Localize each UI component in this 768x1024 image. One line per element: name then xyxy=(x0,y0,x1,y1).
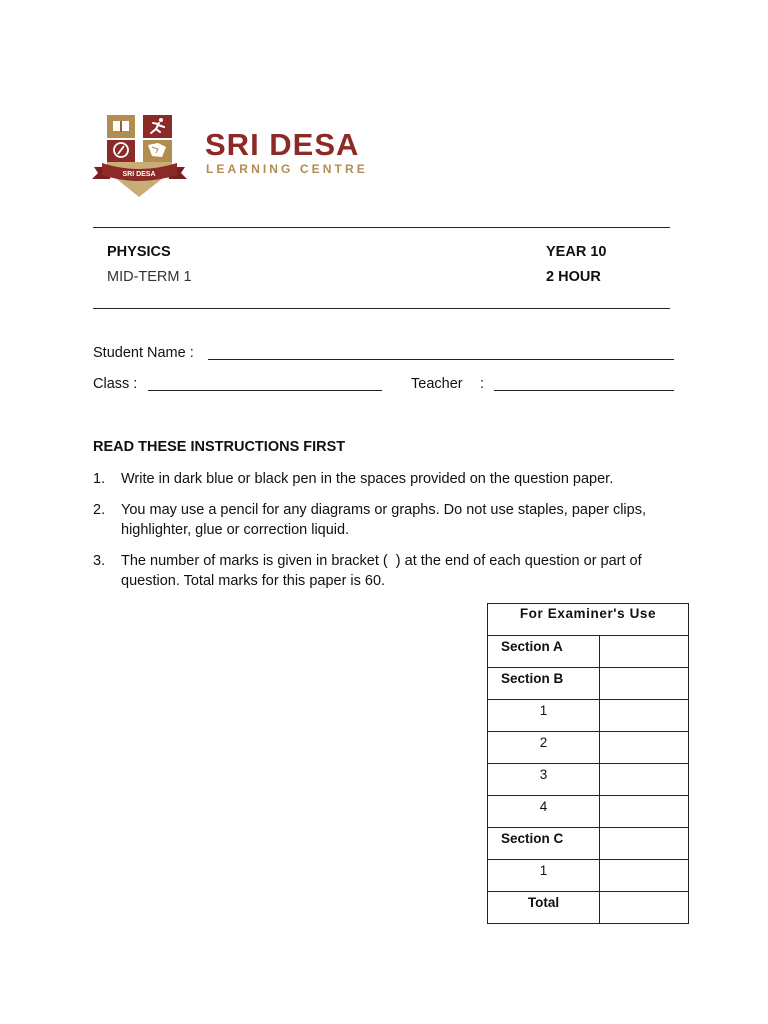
score-cell[interactable] xyxy=(600,732,689,764)
score-cell[interactable] xyxy=(600,828,689,860)
row-label: Section B xyxy=(488,668,600,700)
score-cell[interactable] xyxy=(600,892,689,924)
table-row xyxy=(488,892,689,924)
row-label: Section C xyxy=(488,828,600,860)
score-cell[interactable] xyxy=(600,764,689,796)
row-label: 1 xyxy=(488,860,600,892)
header-rule-bottom xyxy=(93,308,670,309)
brand-name: SRI DESA xyxy=(205,127,360,162)
brand-subtitle: LEARNING CENTRE xyxy=(206,162,368,176)
examiner-table-title: For Examiner's Use xyxy=(488,604,689,636)
crest-ribbon-text: SRI DESA xyxy=(122,171,156,178)
table-row xyxy=(488,700,689,732)
row-label: 3 xyxy=(488,764,600,796)
table-row xyxy=(488,764,689,796)
instruction-text: The number of marks is given in bracket ( ) at the end of each question or part of question. Total marks for this paper is 60. xyxy=(121,553,642,589)
instruction-text: Write in dark blue or black pen in the spaces provided on the question paper. xyxy=(121,471,614,487)
instruction-number: 3. xyxy=(93,553,106,569)
student-name-label: Student Name : xyxy=(93,345,194,361)
table-row xyxy=(488,828,689,860)
teacher-colon: : xyxy=(480,376,485,392)
row-label: 2 xyxy=(488,732,600,764)
student-name-line[interactable] xyxy=(208,359,674,360)
teacher-line[interactable] xyxy=(494,390,674,391)
table-row xyxy=(488,668,689,700)
subject-title: PHYSICS xyxy=(107,244,171,260)
instruction-text: You may use a pencil for any diagrams or graphs. Do not use staples, paper clips, highlighter, glue or correction liquid. xyxy=(121,502,646,538)
instruction-number: 2. xyxy=(93,502,106,518)
row-label: 1 xyxy=(488,700,600,732)
instruction-item xyxy=(93,551,693,591)
class-line[interactable] xyxy=(148,390,382,391)
score-cell[interactable] xyxy=(600,860,689,892)
row-label: Section A xyxy=(488,636,600,668)
instructions-title: READ THESE INSTRUCTIONS FIRST xyxy=(93,439,346,455)
table-row xyxy=(488,796,689,828)
score-cell[interactable] xyxy=(600,668,689,700)
instruction-number: 1. xyxy=(93,471,106,487)
score-cell[interactable] xyxy=(600,796,689,828)
score-cell[interactable] xyxy=(600,700,689,732)
class-label: Class : xyxy=(93,376,138,392)
teacher-label: Teacher xyxy=(411,376,463,392)
score-cell[interactable] xyxy=(600,636,689,668)
table-row xyxy=(488,732,689,764)
row-label: 4 xyxy=(488,796,600,828)
instruction-item xyxy=(93,469,693,489)
exam-duration: 2 HOUR xyxy=(546,269,601,285)
book-icon xyxy=(113,121,129,132)
year-level: YEAR 10 xyxy=(546,244,607,260)
table-row xyxy=(488,636,689,668)
table-row xyxy=(488,860,689,892)
row-label: Total xyxy=(488,892,600,924)
examiner-table xyxy=(487,603,689,924)
exam-title: MID-TERM 1 xyxy=(107,269,192,285)
header-rule-top xyxy=(93,227,670,228)
instruction-item xyxy=(93,500,693,540)
